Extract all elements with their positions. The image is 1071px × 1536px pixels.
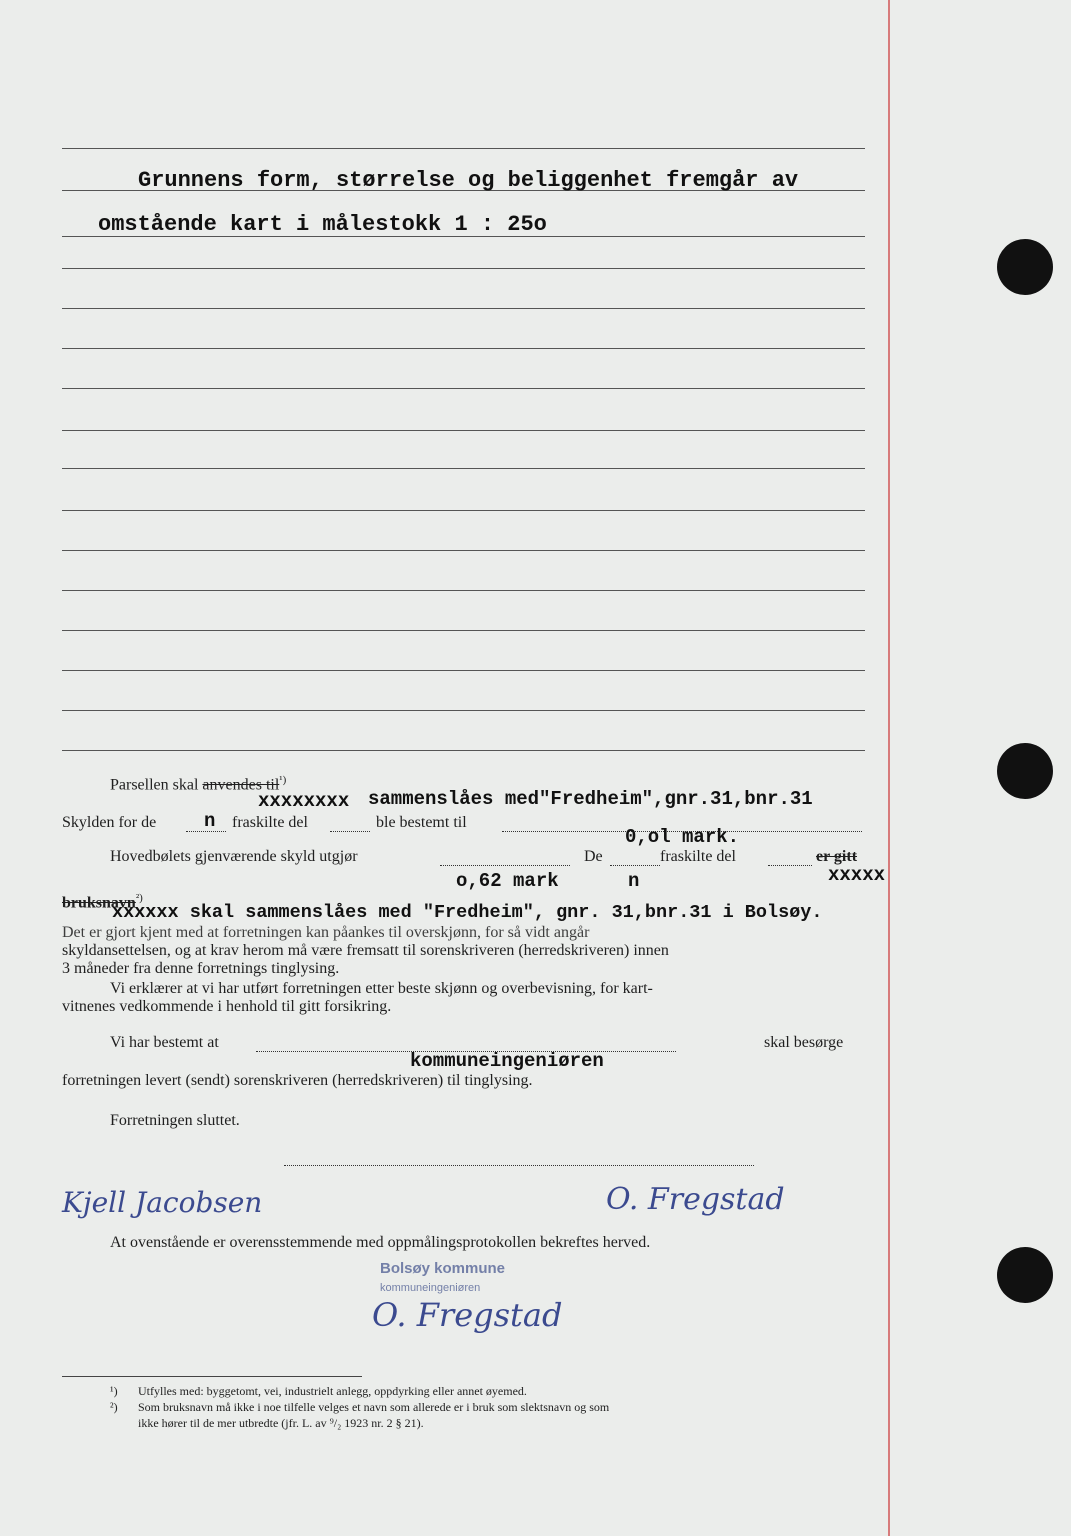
parsellen-struck: anvendes til — [202, 776, 280, 794]
paragraph-appeal-l3: 3 måneder fra denne forretnings tinglysing. — [62, 960, 340, 977]
ruled-line — [62, 550, 865, 551]
typed-merge-1: sammenslåes med"Fredheim",gnr.31,bnr.31 — [368, 788, 813, 810]
skylden-label-a: Skylden for de — [62, 814, 157, 831]
footnote-divider — [62, 1376, 362, 1377]
signature-bottom: O. Fregstad — [372, 1296, 563, 1334]
dotted-fill — [284, 1164, 754, 1166]
footnote-2-l1: Som bruksnavn må ikke i noe tilfelle velges et navn som allerede er i bruk som slektsnavn og som — [138, 1400, 610, 1414]
parsellen-text: Parsellen skal — [110, 776, 199, 794]
stamp-municipality: Bolsøy kommune — [380, 1260, 506, 1277]
decided-label-b: skal besørge — [764, 1034, 844, 1051]
footnote-2-l2: ikke hører til de mer utbredte (jfr. L. av ⁹/₂ 1923 nr. 2 § 21). — [138, 1416, 424, 1430]
confirmation-line: At ovenstående er overensstemmende med oppmålingsprotokollen bekreftes herved. — [110, 1234, 651, 1251]
closing-line: Forretningen sluttet. — [110, 1112, 240, 1129]
hoved-n: n — [628, 870, 640, 892]
footnote-1-mark: ¹) — [110, 1384, 118, 1398]
paragraph-declare-l2: vitnenes vedkommende i henhold til gitt forsikring. — [62, 998, 392, 1015]
ruled-line — [62, 670, 865, 671]
footnote-ref: ²) — [135, 892, 143, 904]
skylden-n: n — [204, 810, 216, 832]
ruled-line — [62, 308, 865, 309]
typed-merge-2: xxxxxx skal sammenslåes med "Fredheim", gnr. 31,bnr.31 i Bolsøy. — [112, 902, 823, 923]
hoved-value: o,62 mark — [456, 870, 559, 892]
dotted-fill — [768, 864, 812, 866]
ruled-line — [62, 468, 865, 469]
punch-hole — [997, 1247, 1053, 1303]
typed-xs-1: xxxxxxxx — [258, 790, 350, 812]
ruled-line — [62, 750, 865, 751]
deliver-line: forretningen levert (sendt) sorenskriveren (herredskriveren) til tinglysing. — [62, 1072, 533, 1089]
punch-hole — [997, 239, 1053, 295]
hoved-fraskilte: fraskilte del — [660, 848, 736, 865]
paragraph-appeal-l2: skyldansettelsen, og at krav herom må være fremsatt til sorenskriveren (herredskriveren) innen — [62, 942, 669, 959]
skylden-label-b: fraskilte del — [232, 814, 308, 831]
decided-value: kommuneingeniøren — [410, 1050, 604, 1072]
ruled-line — [62, 148, 865, 149]
dotted-fill — [610, 864, 660, 866]
margin-line — [888, 0, 890, 1536]
ruled-line — [62, 268, 865, 269]
ruled-line — [62, 630, 865, 631]
footnote-2-mark: ²) — [110, 1400, 118, 1414]
ruled-line — [62, 710, 865, 711]
decided-label: Vi har bestemt at — [110, 1034, 219, 1051]
paragraph-declare-l1: Vi erklærer at vi har utført forretningen etter beste skjønn og overbevisning, for kart- — [110, 980, 653, 997]
dotted-fill — [440, 864, 570, 866]
stamp-office: kommuneingeniøren — [380, 1282, 481, 1294]
signature-right: O. Fregstad — [606, 1182, 785, 1217]
heading-line-1: Grunnens form, størrelse og beliggenhet fremgår av — [138, 168, 799, 193]
ruled-line — [62, 348, 865, 349]
skylden-value: 0,ol mark. — [625, 826, 740, 848]
ruled-line — [62, 430, 865, 431]
bruksnavn-struck: bruksnavn — [62, 894, 136, 912]
ruled-line — [62, 388, 865, 389]
hoved-xs: xxxxx — [828, 864, 886, 886]
footnote-ref: ¹) — [279, 774, 287, 786]
paragraph-appeal-l1: Det er gjort kjent med at forretningen kan påankes til overskjønn, for så vidt angår — [62, 924, 590, 941]
hoved-struck: er gitt — [816, 848, 858, 865]
ruled-line — [62, 510, 865, 511]
signature-left: Kjell Jacobsen — [62, 1186, 263, 1219]
ruled-line — [62, 590, 865, 591]
dotted-fill — [330, 830, 370, 832]
punch-hole — [997, 743, 1053, 799]
heading-line-2: omstående kart i målestokk 1 : 25o — [98, 212, 547, 237]
hoved-de: De — [584, 848, 603, 865]
hoved-label: Hovedbølets gjenværende skyld utgjør — [110, 848, 358, 865]
skylden-label-c: ble bestemt til — [376, 814, 467, 831]
footnote-1: Utfylles med: byggetomt, vei, industrielt anlegg, oppdyrking eller annet øyemed. — [138, 1384, 527, 1398]
